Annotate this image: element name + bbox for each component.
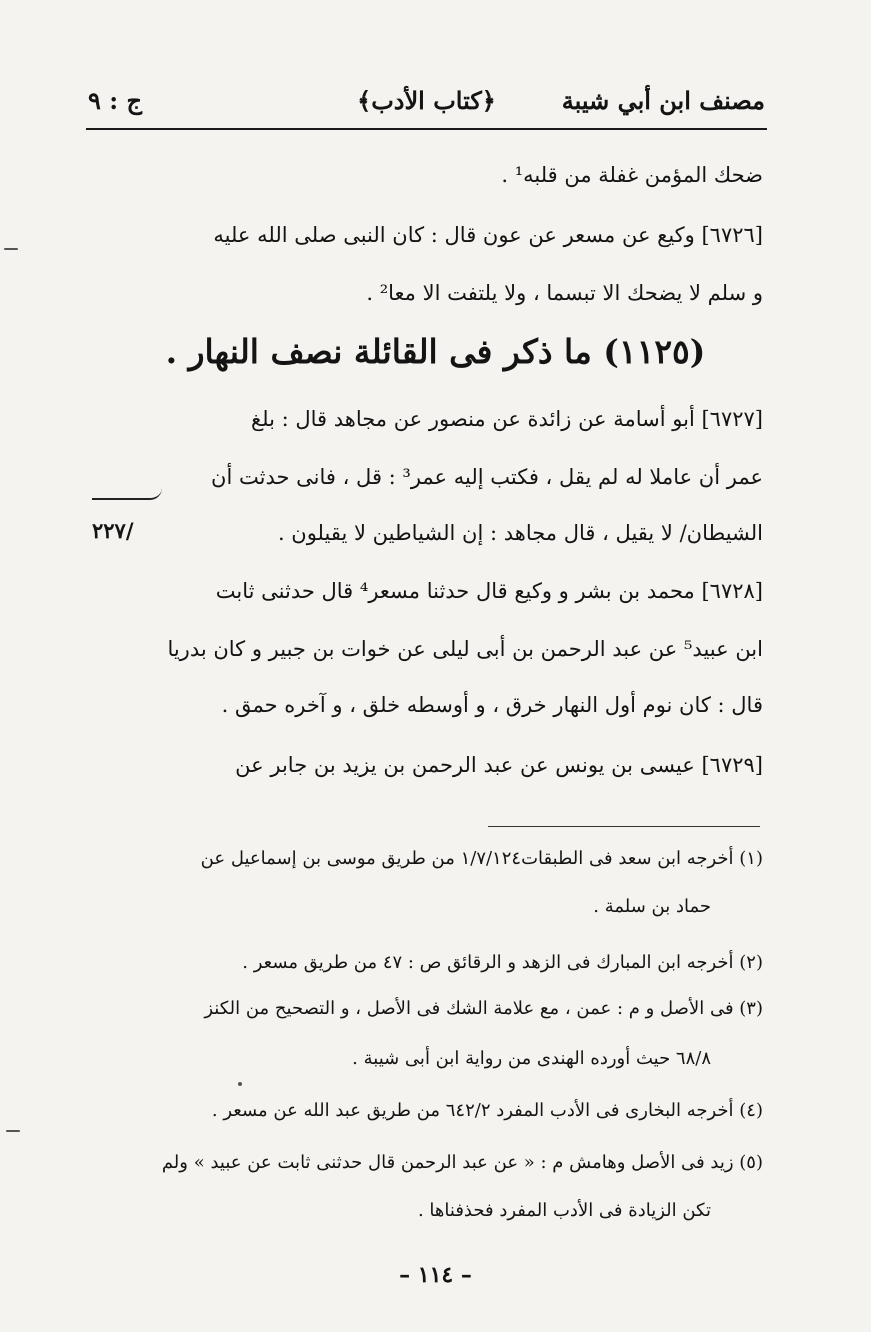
footnote-1-cont: حماد بن سلمة . [593,896,711,917]
body-line: ضحك المؤمن غفلة من قلبه¹ . [501,163,763,187]
footnote-3-cont: ٦٨/٨ حيث أورده الهندى من رواية ابن أبى شيبة . [352,1048,711,1069]
page-number: – ١١٤ – [399,1262,472,1288]
hadith-6728: [٦٧٢٨] محمد بن بشر و وكيع قال حدثنا مسعر⁴ قال حدثنى ثابت [215,579,763,603]
header-rule [86,128,767,130]
section-heading: (١١٢٥) ما ذكر فى القائلة نصف النهار . [165,332,706,371]
footnote-5-cont: تكن الزيادة فى الأدب المفرد فحذفناها . [417,1200,711,1221]
body-line: الشيطان/ لا يقيل ، قال مجاهد : إن الشياطين لا يقيلون . [277,521,763,545]
header-chapter-title: ﴿كتاب الأدب﴾ [357,86,496,115]
ink-speck [238,1082,242,1086]
footnote-2: (٢) أخرجه ابن المبارك فى الزهد و الرقائق ص : ٤٧ من طريق مسعر . [242,952,763,973]
footnote-5: (٥) زيد فى الأصل وهامش م : « عن عبد الرحمن قال حدثنى ثابت عن عبيد » ولم [161,1152,763,1173]
header-book-title: مصنف ابن أبي شيبة [561,86,765,115]
footnote-1: (١) أخرجه ابن سعد فى الطبقات١/٧/١٢٤ من طريق موسى بن إسماعيل عن [200,848,763,869]
footnote-rule [488,826,760,827]
hadith-6727: [٦٧٢٧] أبو أسامة عن زائدة عن منصور عن مجاهد قال : بلغ [250,407,763,431]
body-line: و سلم لا يضحك الا تبسما ، ولا يلتفت الا معا² . [366,281,763,305]
footnote-4: (٤) أخرجه البخارى فى الأدب المفرد ٦٤٢/٢ من طريق عبد الله عن مسعر . [211,1100,763,1121]
running-header [88,86,765,126]
body-line: قال : كان نوم أول النهار خرق ، و أوسطه خلق ، و آخره حمق . [221,693,763,717]
margin-page-ref: ٢٢٧/ [92,518,134,543]
hadith-6729: [٦٧٢٩] عيسى بن يونس عن عبد الرحمن بن يزيد بن جابر عن [235,753,763,777]
ink-speck [6,1130,20,1132]
header-volume: ج : ٩ [88,86,142,115]
hadith-6726: [٦٧٢٦] وكيع عن مسعر عن عون قال : كان النبى صلى الله عليه [213,223,763,247]
footnote-3: (٣) فى الأصل و م : عمن ، مع علامة الشك فى الأصل ، و التصحيح من الكنز [204,998,763,1019]
body-line: ابن عبيد⁵ عن عبد الرحمن بن أبى ليلى عن خوات بن جبير و كان بدريا [167,637,763,661]
body-line: عمر أن عاملا له لم يقل ، فكتب إليه عمر³ : قل ، فانى حدثت أن [211,465,763,489]
ink-speck [4,248,18,250]
line-hook-mark [92,488,162,500]
